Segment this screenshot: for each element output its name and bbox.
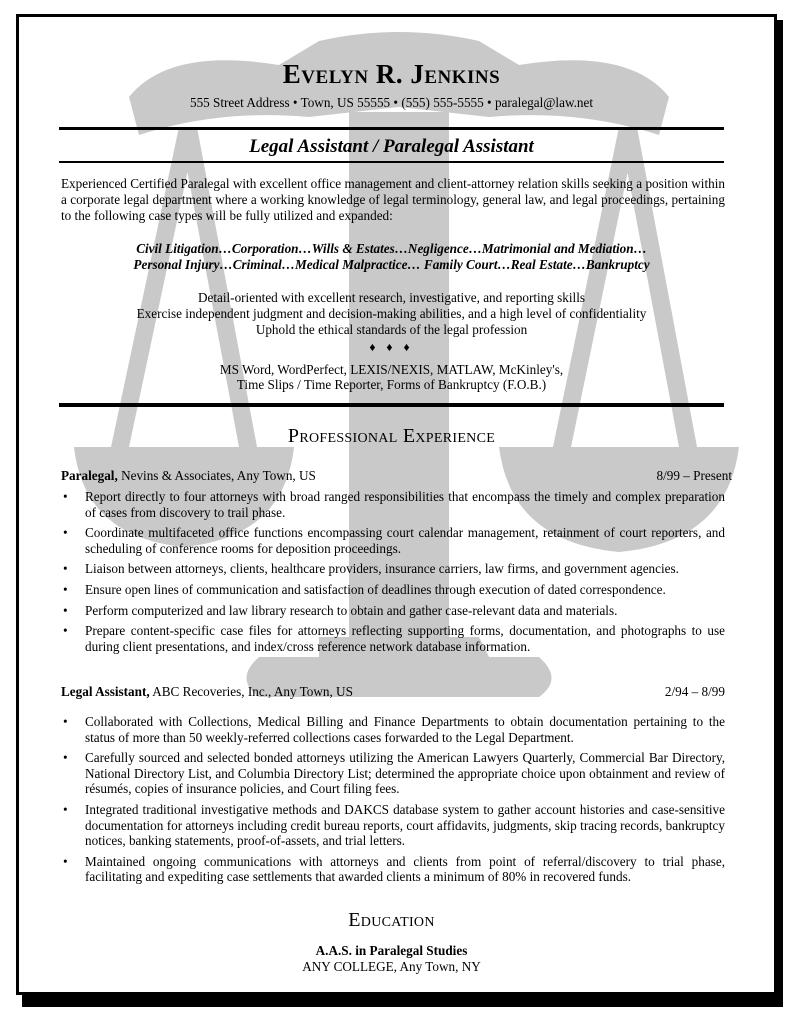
degree: A.A.S. in Paralegal Studies [315,943,468,958]
list-item: • Carefully sourced and selected bonded attorneys utilizing the American Lawyers Quarterly, Commercial Bar Directory, National Directory List, and Columbia Directory List; determined the appropriate choice upon obtainment and review of résumés, copies of insurance policies, and Court filing fees. [63,750,725,797]
section-rule [59,403,724,407]
list-item: • Integrated traditional investigative methods and DAKCS database system to gather account histories and case-sensitive documentation for attorneys including credit bureau reports, court affidavits, judgments, skip tracing records, bankruptcy notices, banking statements, proof-of-assets, and trial letters. [63,801,725,849]
summary-paragraph: Experienced Certified Paralegal with excellent office management and client-attorney relation skills seeking a position within a corporate legal department where a working knowledge of legal terminology, general law, and legal proceedings, pertaining to the following case types will be fully utilized and expanded: [61,176,725,224]
education-block [19,943,764,975]
resume-content [19,17,774,992]
list-item: • Coordinate multifaceted office functions encompassing court calendar management, retainment of court reporters, and scheduling of conference rooms for deposition proceedings. [63,525,725,556]
contact-info: 555 Street Address • Town, US 55555 • (555) 555-5555 • paralegal@law.net [189,95,594,110]
list-item: • Perform computerized and law library research to obtain and gather case-relevant data and materials. [63,602,618,618]
list-item: • Maintained ongoing communications with attorneys and clients from point of referral/discovery to trial phase, facilitating and expediting case settlements that awarded clients a minimum of 80% in recovered funds. [63,853,725,885]
list-item: • Ensure open lines of communication and satisfaction of deadlines through execution of dated correspondence. [63,581,666,597]
education-heading: Education [348,909,435,931]
job-bullet-list [61,714,725,885]
job-employer: Nevins & Associates, Any Town, US [117,468,316,483]
job-role: Legal Assistant, [61,684,150,699]
strength-item: Exercise independent judgment and decision-making abilities, and a high level of confidentiality [136,306,647,322]
header-rule-bottom [59,161,724,163]
software-line: MS Word, WordPerfect, LEXIS/NEXIS, MATLAW, McKinley's, [219,362,564,377]
case-types-line: Personal Injury…Criminal…Medical Malpractice… Family Court…Real Estate…Bankruptcy [133,257,650,273]
strengths-list [19,290,764,339]
list-item: • Liaison between attorneys, clients, healthcare providers, insurance carriers, law firms, and government agencies. [63,561,679,577]
header-rule-top [59,127,724,130]
job-bullet-list [61,489,725,654]
target-title: Legal Assistant / Paralegal Assistant [249,136,534,157]
list-item: • Report directly to four attorneys with broad ranged responsibilities that encompass the timely and complex preparation of cases from discovery to trail phase. [63,489,725,520]
job-dates: 8/99 – Present [656,468,732,483]
resume-page [16,14,777,995]
software-line: Time Slips / Time Reporter, Forms of Bankruptcy (F.O.B.) [236,376,547,392]
strength-item: Uphold the ethical standards of the legal profession [255,322,528,338]
job-employer: ABC Recoveries, Inc., Any Town, US [149,684,353,699]
job-heading [61,684,353,700]
case-types [19,241,764,273]
job-role: Paralegal, [61,468,118,483]
strength-item: Detail-oriented with excellent research, investigative, and reporting skills [197,290,586,305]
list-item: • Prepare content-specific case files for attorneys reflecting supporting forms, documentation, and photographs to use during client presentations, and index/cross reference network database information. [63,623,725,654]
experience-heading: Professional Experience [287,425,496,447]
job-dates: 2/94 – 8/99 [664,684,725,699]
list-item: • Collaborated with Collections, Medical Billing and Finance Departments to obtain documentation pertaining to the status of more than 50 weekly-referred collections cases forwarded to the Legal Department. [63,714,725,745]
case-types-line: Civil Litigation…Corporation…Wills & Estates…Negligence…Matrimonial and Mediation… [136,241,647,256]
school: ANY COLLEGE, Any Town, NY [302,959,481,974]
software-skills [19,363,764,392]
diamond-divider: ♦ ♦ ♦ [369,340,414,354]
candidate-name: Evelyn R. Jenkins [282,59,501,89]
job-heading [61,468,316,484]
